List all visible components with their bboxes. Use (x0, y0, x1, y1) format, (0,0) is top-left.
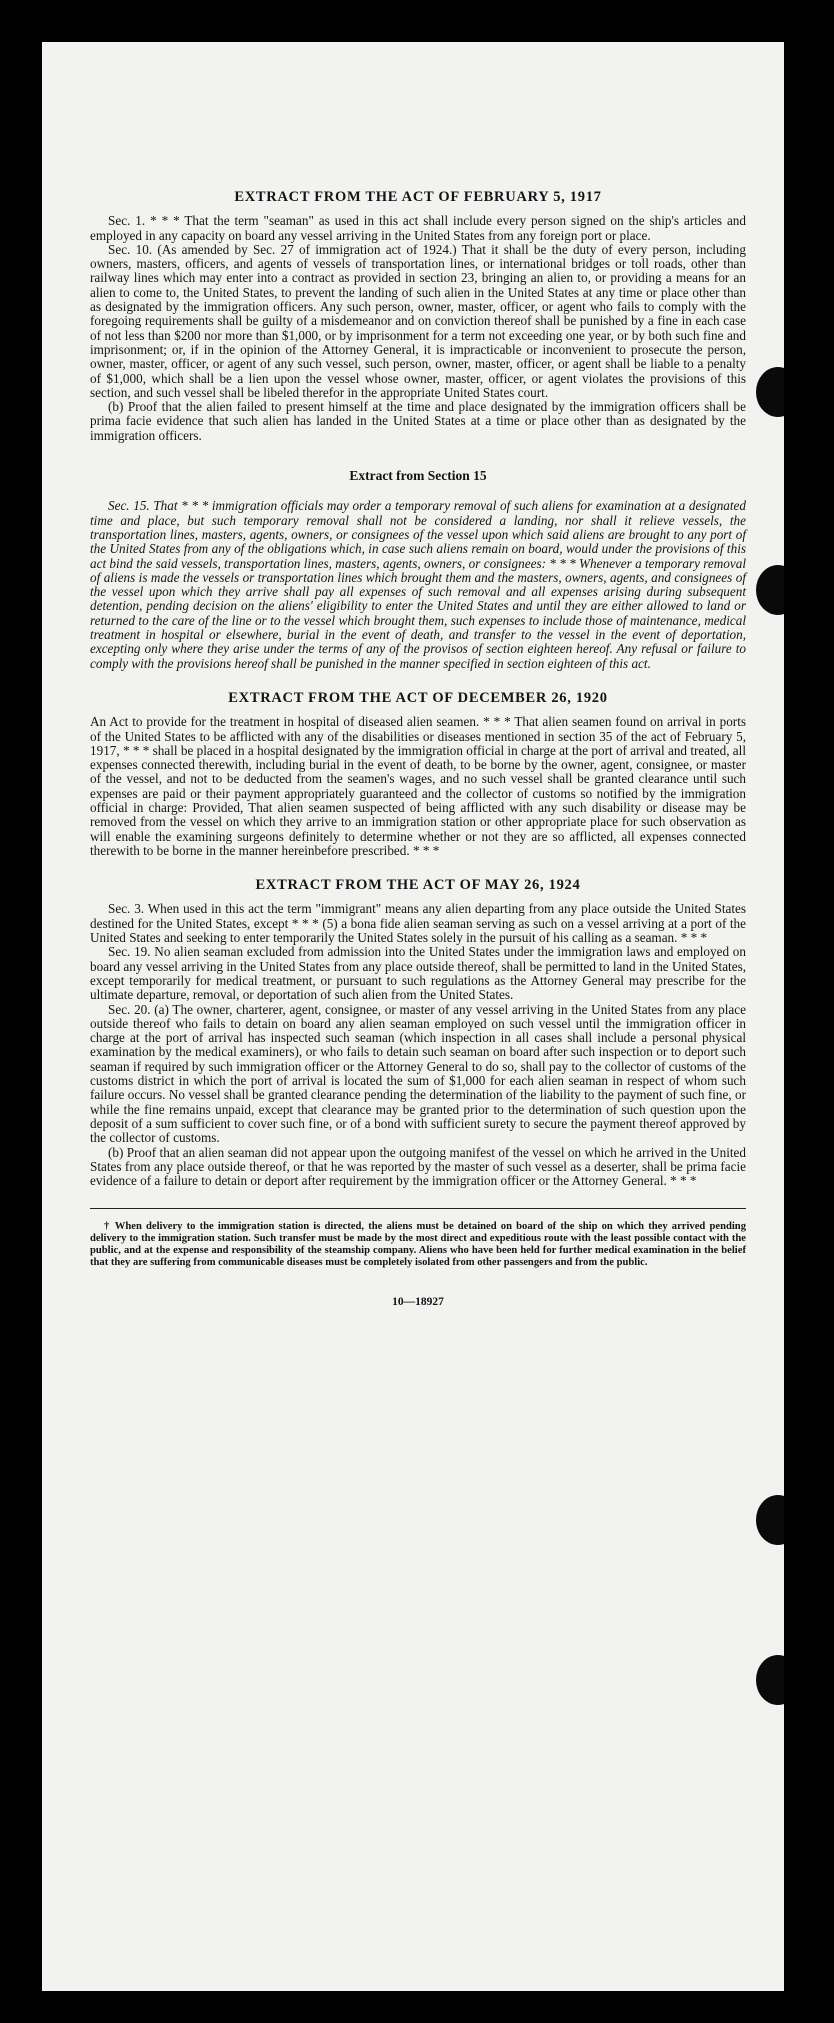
section-act-1924 (90, 878, 746, 1188)
paragraph: (b) Proof that the alien failed to present himself at the time and place designated by the immigration officers shall be prima facie evidence that such alien has landed in the United States at a time or place other than as designated by the immigration officers. (90, 399, 746, 443)
paragraph: Sec. 20. (a) The owner, charterer, agent, consignee, or master of any vessel arriving in the United States from any place outside thereof who fails to detain on board any alien seaman employed on such vessel until the immigration officer in charge at the port of arrival has inspected such seaman (which inspection in all cases shall include a personal physical examination by the medical examiners), or who fails to detain such seaman on board after such inspection or to deport such seaman if required by such immigration officer or the Attorney General to do so, shall pay to the collector of customs of the customs district in which the port of arrival is located the sum of $1,000 for each alien seaman in respect of whom such failure occurs. No vessel shall be granted clearance pending the determination of the liability to the payment of such fine, or while the fine remains unpaid, except that clearance may be granted prior to the determination of such question upon the deposit of a sum sufficient to cover such fine, or of a bond with sufficient surety to secure the payment thereof approved by the collector of customs. (90, 1001, 746, 1146)
section-subheading: Extract from Section 15 (349, 468, 487, 484)
paragraph: An Act to provide for the treatment in hospital of diseased alien seamen. * * * That alien seamen found on arrival in ports of the United States to be afflicted with any of the disabilities or diseases mentioned in section 35 of the act of February 5, 1917, * * * shall be placed in a hospital designated by the immigration official in charge at the port of arrival and treated, all expenses connected therewith, including burial in the event of death, to be borne by the owner, agent, consignee, or master of the vessel, and not to be deducted from the seamen's wages, and no such vessel shall be granted clearance until such expenses are paid or their payment appropriately guaranteed and the collector of customs so notified by the immigration official in charge: Provided, That alien seamen suspected of being afflicted with any such disability or disease may be removed from the vessel on which they arrive to an immigration station or other appropriate place for such observation as will enable the examining surgeons definitely to determine whether or not they are so afflicted, all expenses connected therewith to be borne in the manner hereinbefore prescribed. * * * (90, 714, 746, 858)
punch-hole (756, 565, 784, 615)
paragraph: (b) Proof that an alien seaman did not appear upon the outgoing manifest of the vessel on which he arrived in the United States from any place outside thereof, or that he was reported by the master of such vessel as a deserter, shall be prima facie evidence of a failure to detain or deport after requirement by the immigration officer or the Attorney General. * * * (90, 1144, 746, 1189)
section-15-extract (90, 469, 746, 671)
paragraph: Sec. 1. * * * That the term "seaman" as used in this act shall include every person signed on the ship's articles and employed in any capacity on board any vessel arriving in the United States from any foreign port or place. (90, 213, 746, 243)
punch-hole (756, 1495, 784, 1545)
section-heading: EXTRACT FROM THE ACT OF DECEMBER 26, 1920 (228, 689, 608, 706)
footnote: † When delivery to the immigration station is directed, the aliens must be detained on board of the ship on which they arrived pending delivery to the immigration station. Such transfer must be made by the most direct and expeditious route with the least possible contact with the public, and at the expense and responsibility of the steamship company. Aliens who have been held for further medical examination in the belief that they are suffering from communicable diseases must be completely isolated from other passengers and from the public. (90, 1221, 746, 1269)
section-heading: EXTRACT FROM THE ACT OF MAY 26, 1924 (255, 877, 581, 894)
divider-rule (90, 1208, 746, 1209)
paragraph: Sec. 15. That * * * immigration officials may order a temporary removal of such aliens for examination at a designated time and place, but such temporary removal shall not be considered a landing, nor shall it relieve vessels, the transportation lines, masters, agents, owners, or consignees of the vessel upon which said aliens are brought to any port of the United States from any of the obligations which, in case such aliens remain on board, would under the provisions of this act bind the said vessels, transportation lines, masters, agents, owners, or consignees: * * * Whenever a temporary removal of aliens is made the vessels or transportation lines which brought them and the masters, owners, agents, and consignees of the vessel upon which they arrive shall pay all expenses of such removal and all expenses arising during subsequent detention, pending decision on the aliens' eligibility to enter the United States and until they are either allowed to land or returned to the care of the line or to the vessel which brought them, such expenses to include those of maintenance, medical treatment in hospital or elsewhere, burial in the event of death, and transfer to the vessel in the event of deportation, excepting only where they arise under the terms of any of the provisos of section eighteen hereof. Any refusal or failure to comply with the provisions hereof shall be punished in the manner specified in section eighteen of this act. (90, 498, 746, 671)
punch-hole (756, 1655, 784, 1705)
section-act-1920 (90, 691, 746, 858)
section-heading: EXTRACT FROM THE ACT OF FEBRUARY 5, 1917 (234, 189, 602, 205)
document-page (42, 42, 784, 1991)
paragraph: Sec. 19. No alien seaman excluded from admission into the United States under the immigration laws and employed on board any vessel arriving in the United States from any place outside thereof, shall be permitted to land in the United States, except temporarily for medical treatment, or pursuant to such regulations as the Attorney General may prescribe for the ultimate departure, removal, or deportation of such alien from the United States. (90, 944, 746, 1003)
document-body (90, 190, 746, 1310)
punch-hole (756, 367, 784, 417)
section-act-1917 (90, 190, 746, 443)
paragraph: Sec. 10. (As amended by Sec. 27 of immigration act of 1924.) That it shall be the duty of every person, including owners, masters, officers, and agents of vessels of transportation lines, or international bridges or toll roads, other than railway lines which may enter into a contract as provided in section 23, bringing an alien to, or providing a means for an alien to come to, the United States, to prevent the landing of such alien in the United States at any time or place other than as designated by the immigration officers. Any such person, owner, master, officer, or agent who fails to comply with the foregoing requirements shall be guilty of a misdemeanor and on conviction thereof shall be punished by a fine in each case of not less than $200 nor more than $1,000, or by imprisonment for a term not exceeding one year, or by both such fine and imprisonment; or, if in the opinion of the Attorney General, it is impracticable or inconvenient to prosecute the person, owner, master, officer, or agent of any such vessel, such person, owner, master, officer, or agent shall be liable to a penalty of $1,000, which shall be a lien upon the vessel whose owner, master, officer, or agent violates the provisions of this section, and such vessel shall be libeled therefor in the appropriate United States court. (90, 241, 746, 400)
paragraph: Sec. 3. When used in this act the term "immigrant" means any alien departing from any place outside the United States destined for the United States, except * * * (5) a bona fide alien seaman serving as such on a vessel arriving at a port of the United States and seeking to enter temporarily the United States solely in the pursuit of his calling as a seaman. * * * (90, 901, 746, 946)
page-number: 10—18927 (392, 1296, 444, 1309)
